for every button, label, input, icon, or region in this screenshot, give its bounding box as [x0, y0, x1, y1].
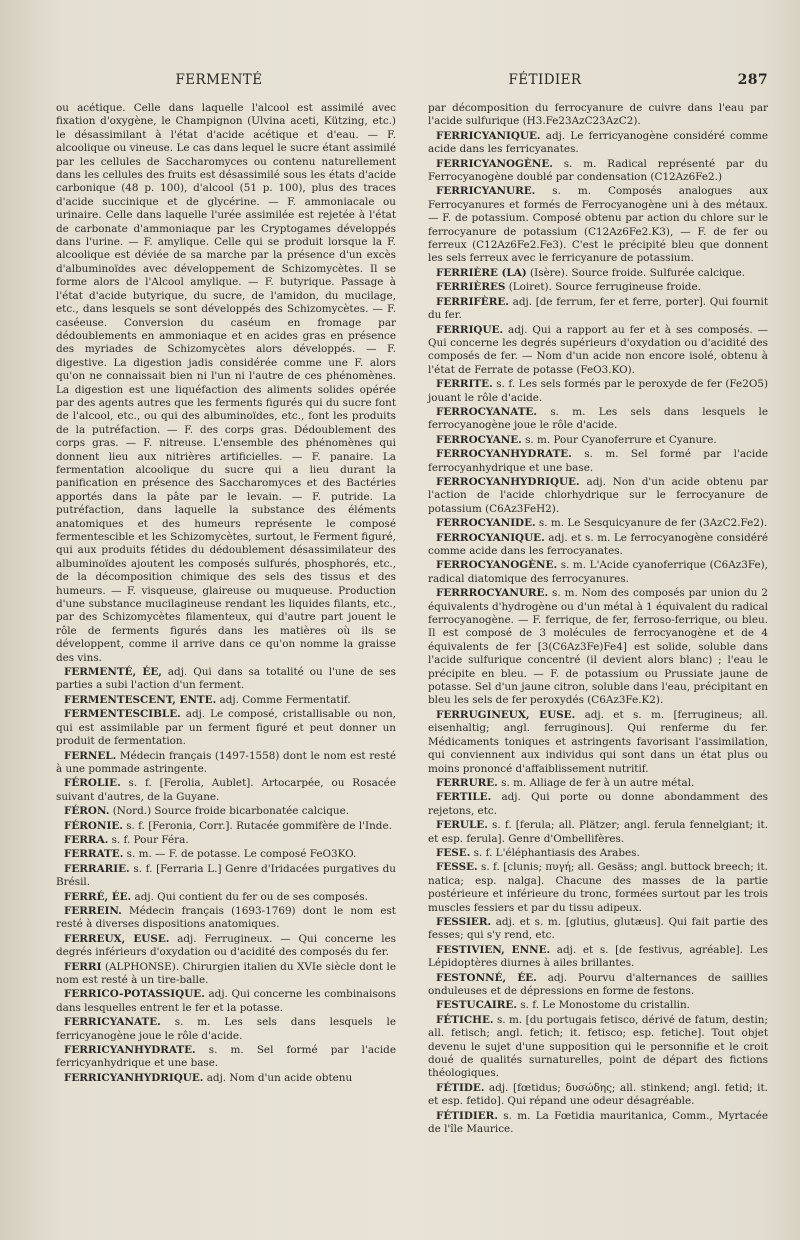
entry-text: adj. et s. m. [ferrugineus; all. eisenhaltig; angl. ferruginous]. Qui renferme du fer. Médicaments toniques et astringents favorisant l'assimilation, qui conviennent aux individus qui sont dans un état plus ou moins prononcé d'affaiblissement nutritif.	[428, 708, 768, 775]
entry-text: adj. et s. m. Le ferrocyanogène considéré comme acide dans les ferrocyanates.	[428, 531, 768, 557]
entry-headword: FERREUX, EUSE.	[64, 932, 170, 945]
entry-text: adj. Comme Fermentatif.	[219, 693, 351, 706]
dictionary-entry	[56, 891, 396, 904]
dictionary-entry	[56, 961, 396, 988]
running-header	[56, 72, 768, 96]
entry-text: s. m. Radical représenté par du Ferrocyanogène doublé par condensation (C12Az6Fe2.)	[428, 157, 768, 184]
entry-headword: FERRUGINEUX, EUSE.	[436, 708, 576, 721]
entry-text: s. m. Sel formé par l'acide ferrocyanhydrique et une base.	[428, 448, 768, 474]
entry-text: s. f. [Feronia, Corr.]. Rutacée gommifère de l'Inde.	[126, 819, 392, 832]
entry-headword: FERRATE.	[64, 848, 124, 861]
entry-text: s. m. Le Sesquicyanure de fer (3AzC2.Fe2).	[538, 517, 768, 530]
entry-headword: FESSIER.	[436, 915, 492, 928]
entry-text: s. f. [ferula; all. Plätzer; angl. ferula fennelgiant; it. et esp. ferula]. Genre d'Ombellifères.	[428, 819, 768, 845]
entry-text: s. f. [Ferolia, Aublet]. Artocarpée, ou Rosacée suivant d'autres, de la Guyane.	[56, 777, 396, 803]
dictionary-entry	[56, 694, 396, 707]
entry-text: adj. Qui dans sa totalité ou l'une de ses parties a subi l'action d'un ferment.	[56, 666, 396, 692]
entry-headword: FESTIVIEN, ENNE.	[436, 943, 551, 956]
entry-text: adj. [fœtidus; δυσώδης; all. stinkend; angl. fetid; it. et esp. fetido]. Qui répand une odeur désagréable.	[428, 1081, 768, 1108]
entry-headword: FERRROCYANURE.	[436, 587, 549, 600]
dictionary-entry	[56, 905, 396, 932]
entry-headword: FERRICO-POTASSIQUE.	[64, 988, 205, 1001]
entry-headword: FERRIFÈRE.	[436, 295, 509, 308]
dictionary-entry	[56, 1044, 396, 1071]
dictionary-entry	[56, 933, 396, 960]
entry-headword: FERNEL.	[64, 749, 117, 762]
entry-headword: FERRICYANOGÈNE.	[436, 157, 553, 170]
entry-headword: FESTONNÉ, ÉE.	[436, 971, 537, 984]
dictionary-entry	[428, 406, 768, 433]
dictionary-entry	[428, 709, 768, 776]
entry-text: adj. Non d'un acide obtenu par l'action de l'acide chlorhydrique sur le ferrocyanure de potassium (C6Az3FeH2).	[428, 475, 768, 515]
entry-text: adj. [de ferrum, fer et ferre, porter]. Qui fournit du fer.	[428, 295, 768, 322]
entry-text: s. f. Pour Féra.	[111, 833, 189, 846]
dictionary-entry	[428, 296, 768, 323]
entry-text: adj. Qui a rapport au fer et à ses composés. — Qui concerne les degrés supérieurs d'oxydation ou d'acidité des composés de fer. — Nom d'un acide non encore isolé, obtenu à l'état de Ferrate de potasse (FeO3.KO).	[428, 323, 768, 376]
dictionary-entry	[428, 517, 768, 530]
header-left-word: FERMENTÉ	[175, 72, 263, 88]
entry-headword: FERROCYANHYDRATE.	[436, 448, 572, 461]
entry-text: (ALPHONSE). Chirurgien italien du XVIe siècle dont le nom est resté à un tire-balle.	[56, 960, 396, 986]
entry-headword: FERRA.	[64, 833, 109, 846]
dictionary-entry	[428, 1082, 768, 1109]
entry-headword: FÉTIDIER.	[436, 1109, 498, 1122]
entry-headword: FERTILE.	[436, 791, 492, 804]
dictionary-entry	[56, 708, 396, 748]
entry-text: s. f. [clunis; πυγή; all. Gesäss; angl. buttock breech; it. natica; esp. nalga]. Chacune des masses de la partie postérieure et inférieure du tronc, formées surtout par les trois muscles fessiers et par du tissu adipeux.	[428, 861, 768, 914]
dictionary-entry	[428, 476, 768, 516]
dictionary-entry	[428, 434, 768, 447]
entry-headword: FERRICYANHYDRATE.	[64, 1044, 196, 1057]
entry-headword: FESE.	[436, 846, 471, 859]
dictionary-entry	[428, 972, 768, 999]
entry-headword: FERRÉ, ÉE.	[64, 890, 132, 903]
dictionary-entry	[56, 666, 396, 693]
dictionary-entry	[428, 102, 768, 129]
entry-headword: FÉRON.	[64, 805, 110, 818]
entry-text: adj. Le ferricyanogène considéré comme acide dans les ferricyanates.	[428, 129, 768, 156]
entry-headword: FESSE.	[436, 861, 478, 874]
dictionary-entry	[428, 587, 768, 708]
dictionary-entry	[428, 944, 768, 971]
dictionary-entry	[428, 1110, 768, 1137]
entry-text: adj. Pourvu d'alternances de saillies onduleuses et de dépressions en forme de festons.	[428, 971, 768, 997]
entry-headword: FERRARIE.	[64, 862, 130, 875]
entry-text: adj. Qui contient du fer ou de ses composés.	[134, 890, 368, 903]
entry-headword: FÉTIDE.	[436, 1081, 485, 1094]
dictionary-entry	[428, 791, 768, 818]
dictionary-entry	[56, 988, 396, 1015]
entry-text: s. m. [du portugais fetisco, dérivé de fatum, destin; all. fetisch; angl. fetich; it. fetisco; esp. fetiche]. Tout objet devenu le sujet d'une supposition qui le personnifie et le croit doué de qualités surnaturelles, point de départ des fictions théologiques.	[428, 1013, 768, 1080]
entry-headword: FERRICYANHYDRIQUE.	[64, 1071, 204, 1084]
dictionary-entry	[56, 863, 396, 890]
dictionary-entry	[56, 1072, 396, 1085]
dictionary-entry	[428, 158, 768, 185]
entry-headword: FERRICYANIQUE.	[436, 129, 541, 142]
entry-headword: FERRICYANURE.	[436, 185, 536, 198]
dictionary-entry	[428, 777, 768, 790]
entry-text: (Loiret). Source ferrugineuse froide.	[508, 281, 701, 294]
right-column	[428, 102, 768, 1137]
dictionary-entry	[428, 1014, 768, 1081]
entry-text: s. f. [Ferraria L.] Genre d'Iridacées purgatives du Brésil.	[56, 862, 396, 889]
dictionary-entry	[428, 916, 768, 943]
dictionary-entry	[56, 848, 396, 861]
dictionary-entry	[56, 777, 396, 804]
dictionary-entry	[428, 847, 768, 860]
entry-headword: FERMENTÉ, ÉE,	[64, 666, 162, 679]
entry-text: s. m. Les sels dans lesquels le ferricyanogène joue le rôle d'acide.	[56, 1016, 396, 1042]
page-number: 287	[737, 72, 768, 88]
entry-headword: FERRIÈRES	[436, 281, 506, 294]
entry-text: par décomposition du ferrocyanure de cuivre dans l'eau par l'acide sulfurique (H3.Fe23AzC23AzC2).	[428, 102, 768, 128]
dictionary-entry	[428, 324, 768, 378]
text-columns	[56, 102, 768, 1137]
left-column	[56, 102, 396, 1137]
entry-text: s. m. Composés analogues aux Ferrocyanures et formés de Ferrocyanogène uni à des métaux. — F. de potassium. Composé obtenu par action du chlore sur le ferrocyanure de potassium (C12Az6Fe2.K3), — F. de fer ou ferreux (C12Az6Fe2.Fe3). C'est le précipité bleu que donnent les sels ferreux avec le ferricyanure de potassium.	[428, 185, 769, 265]
entry-headword: FERROCYANHYDRIQUE.	[436, 475, 580, 488]
entry-text: (Isère). Source froide. Sulfurée calcique.	[530, 266, 746, 279]
entry-headword: FERRI	[64, 960, 102, 973]
entry-headword: FERMENTESCIBLE.	[64, 708, 181, 721]
entry-text: adj. Qui porte ou donne abondamment des rejetons, etc.	[428, 791, 768, 817]
entry-headword: FERRURE.	[436, 776, 498, 789]
entry-text: s. m. L'Acide cyanoferrique (C6Az3Fe), radical diatomique des ferrocyanures.	[428, 559, 768, 585]
header-right-word: FÉTIDIER	[508, 72, 582, 88]
dictionary-entry	[56, 1016, 396, 1043]
entry-text: s. m. Les sels dans lesquels le ferrocyanogène joue le rôle d'acide.	[428, 405, 768, 432]
entry-text: (Nord.) Source froide bicarbonatée calcique.	[112, 805, 350, 818]
entry-headword: FERRIQUE.	[436, 323, 504, 336]
entry-text: adj. et s. [de festivus, agréable]. Les Lépidoptères diurnes à ailes brillantes.	[428, 943, 768, 970]
entry-text: s. m. Sel formé par l'acide ferricyanhydrique et une base.	[56, 1044, 396, 1070]
entry-headword: FERMENTESCENT, ENTE.	[64, 693, 217, 706]
dictionary-entry	[428, 819, 768, 846]
entry-headword: FERROCYANIQUE.	[436, 531, 545, 544]
dictionary-entry	[428, 185, 768, 265]
entry-headword: FERREIN.	[64, 904, 122, 917]
entry-headword: FERULE.	[436, 819, 488, 832]
dictionary-entry	[428, 130, 768, 157]
dictionary-entry	[428, 532, 768, 559]
entry-headword: FÉRONIE.	[64, 819, 123, 832]
entry-headword: FÉTICHE.	[436, 1013, 494, 1026]
entry-text: s. m. Pour Cyanoferrure et Cyanure.	[525, 433, 717, 446]
dictionary-entry	[428, 267, 768, 280]
entry-text: s. f. L'éléphantiasis des Arabes.	[473, 846, 640, 859]
dictionary-entry	[428, 559, 768, 586]
entry-headword: FERRIÈRE (LA)	[436, 266, 527, 279]
entry-text: adj. et s. m. [glutius, glutæus]. Qui fait partie des fesses; qui s'y rend, etc.	[428, 915, 768, 942]
dictionary-entry	[56, 820, 396, 833]
dictionary-entry	[56, 102, 396, 665]
dictionary-entry	[56, 805, 396, 818]
dictionary-entry	[428, 861, 768, 915]
entry-text: s. f. Le Monostome du cristallin.	[520, 999, 690, 1012]
entry-text: adj. Qui concerne les combinaisons dans lesquelles entrent le fer et la potasse.	[56, 988, 396, 1014]
entry-text: s. f. Les sels formés par le peroxyde de fer (Fe2O5) jouant le rôle d'acide.	[428, 378, 768, 404]
dictionary-entry	[56, 750, 396, 777]
entry-text: Médecin français (1497-1558) dont le nom est resté à une pommade astringente.	[56, 749, 396, 775]
entry-text: adj. Le composé, cristallisable ou non, qui est assimilable par un ferment figuré et peut donner un produit de fermentation.	[56, 708, 396, 748]
entry-headword: FERRITE.	[436, 378, 493, 391]
entry-headword: FERROCYANOGÈNE.	[436, 559, 558, 572]
entry-text: Médecin français (1693-1769) dont le nom est resté à diverses dispositions anatomiques.	[56, 904, 396, 931]
dictionary-entry	[428, 378, 768, 405]
dictionary-entry	[56, 834, 396, 847]
entry-headword: FERROCYANATE.	[436, 405, 537, 418]
dictionary-entry	[428, 281, 768, 294]
entry-headword: FERRICYANATE.	[64, 1016, 161, 1029]
entry-headword: FERROCYANE.	[436, 433, 522, 446]
dictionary-entry	[428, 999, 768, 1012]
entry-headword: FÉROLIE.	[64, 777, 121, 790]
entry-text: s. m. Nom des composés par union du 2 équivalents d'hydrogène ou d'un métal à 1 équivalent du radical ferrocyanogène. — F. ferrique, de fer, ferroso-ferrique, ou bleu. Il est composé de 3 molécules de ferrocyanogène et de 4 équivalents de fer [3(C6Az3Fe)Fe4] est solide, soluble dans l'acide sulfurique concentré (il devient alors blanc) ; l'eau le précipite en bleu. — F. de potassium ou Prussiate jaune de potasse. Sel d'un jaune citron, soluble dans l'eau, précipitant en bleu les sels de fer peroxydés (C6Az3Fe.K2).	[428, 587, 768, 707]
entry-text: ou acétique. Celle dans laquelle l'alcool est assimilé avec fixation d'oxygène, le Champignon (Ulvina aceti, Kützing, etc.) le désassimilant à l'état d'acide acétique et d'eau. — F. alcoolique ou vineuse. Le cas dans lequel le sucre étant assimilé par les cellules de Saccharomyces ou contenu naturellement dans les cellules des fruits est désassimilé sous les états d'acide carbonique (48 p. 100), d'alcool (51 p. 100), plus des traces d'acide succinique et de glycérine. — F. ammoniacale ou urinaire. Celle dans laquelle l'urée assimilée est rejetée à l'état de carbonate d'ammoniaque par les Cryptogames développés dans l'urine. — F. amylique. Celle qui se produit lorsque la F. alcoolique est déviée de sa marche par la présence d'un excès d'albuminoïdes avec développement de Schizomycètes. Il se forme alors de l'Alcool amylique. — F. butyrique. Passage à l'état d'acide butyrique, du sucre, de l'amidon, du mucilage, etc., dans lesquels se sont développés des Schizomycètes. — F. caséeuse. Conversion du caséum en fromage par dédoublements en ammoniaque et en acides gras en présence des myriades de Schizomycètes alors développés. — F. digestive. La digestion jadis considérée comme une F. alors qu'on ne connaissait bien ni l'un ni l'autre de ces phénomènes. La digestion est une liquéfaction des aliments solides opérée par des agents autres que les ferments figurés qui du sucre font de l'alcool, etc., ou qui des albuminoïdes, etc., font les produits de la putréfaction. — F. des corps gras. Dédoublement des corps gras. — F. nitreuse. L'ensemble des phénomènes qui donnent lieu aux nitrières artificielles. — F. panaire. La fermentation alcoolique du sucre qui a lieu durant la panification en présence des Saccharomyces et des Bactéries apportés dans la pâte par le levain. — F. putride. La putréfaction, dans laquelle la substance des éléments anatomiques et des humeurs représente le composé fermentescible et les Schizomycètes, surtout, le Ferment figuré, qui aux produits fétides du dédoublement désassimilateur des albuminoïdes ajoutent les composés sulfurés, phosphorés, etc., de la décomposition chimique des sels des tissus et des humeurs. — F. visqueuse, glaireuse ou muqueuse. Production d'une substance mucilagineuse rendant les liquides filants, etc., par des Schizomycètes filamenteux, qui d'autre part jouent le rôle de ferments figurés dans les matières où ils se développent, comme il arrive dans ce qu'on nomme la graisse des vins.	[56, 102, 396, 664]
entry-headword: FESTUCAIRE.	[436, 999, 517, 1012]
entry-text: adj. Nom d'un acide obtenu	[206, 1071, 353, 1084]
dictionary-entry	[428, 448, 768, 475]
entry-text: adj. Ferrugineux. — Qui concerne les degrés inférieurs d'oxydation ou d'acidité des composés du fer.	[56, 932, 396, 959]
entry-text: s. m. — F. de potasse. Le composé FeO3KO.	[126, 848, 357, 861]
entry-text: s. m. Alliage de fer à un autre métal.	[501, 776, 695, 789]
entry-headword: FERROCYANIDE.	[436, 517, 536, 530]
entry-text: s. m. La Fœtidia mauritanica, Comm., Myrtacée de l'île Maurice.	[428, 1109, 768, 1136]
